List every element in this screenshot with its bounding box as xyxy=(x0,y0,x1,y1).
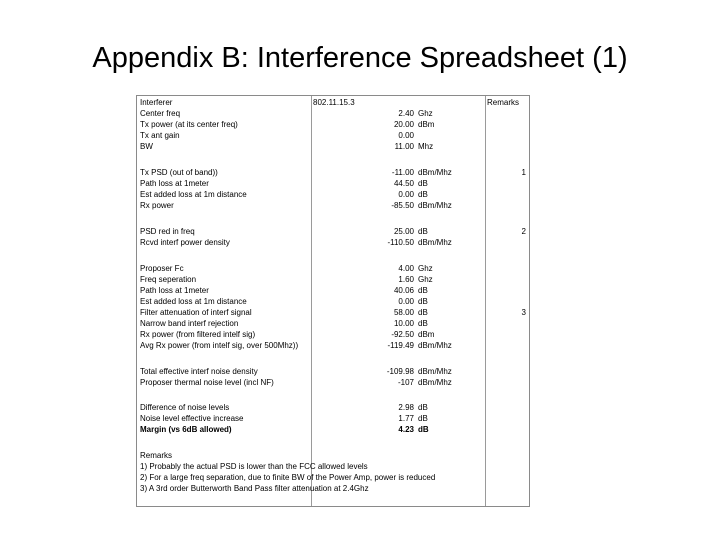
row-value: 0.00 xyxy=(398,131,414,140)
row-unit: Ghz xyxy=(418,109,433,118)
remarks-title-row xyxy=(137,450,529,461)
row-value: 44.50 xyxy=(393,179,414,188)
remark-row xyxy=(137,472,529,483)
row-value: 0.00 xyxy=(398,190,414,199)
table-row xyxy=(137,141,529,152)
row-value: -107 xyxy=(397,378,414,387)
table-row xyxy=(137,307,529,318)
row-label: Narrow band interf rejection xyxy=(140,319,239,328)
header-remarks: Remarks xyxy=(487,98,520,107)
row-value: 4.23 xyxy=(398,425,414,434)
row-value: -92.50 xyxy=(391,330,414,339)
row-label: Rcvd interf power density xyxy=(140,238,230,247)
row-unit: dBm/Mhz xyxy=(418,341,452,350)
row-label: BW xyxy=(140,142,153,151)
row-unit: dBm/Mhz xyxy=(418,201,452,210)
row-value: -119.49 xyxy=(387,341,414,350)
row-value: 0.00 xyxy=(398,297,414,306)
table-row xyxy=(137,189,529,200)
table-row xyxy=(137,167,529,178)
header-row xyxy=(137,97,529,108)
table-row xyxy=(137,402,529,413)
row-unit: dB xyxy=(418,179,428,188)
table-row xyxy=(137,329,529,340)
interference-spreadsheet xyxy=(136,95,530,507)
row-label: Path loss at 1meter xyxy=(140,286,209,295)
row-label: Center freq xyxy=(140,109,181,118)
row-value: 2.40 xyxy=(398,109,414,118)
row-value: 2.98 xyxy=(398,403,414,412)
row-unit: dB xyxy=(418,414,428,423)
row-unit: dB xyxy=(418,190,428,199)
row-value: 20.00 xyxy=(393,120,414,129)
row-label: Difference of noise levels xyxy=(140,403,230,412)
row-label: Proposer thermal noise level (incl NF) xyxy=(140,378,274,387)
row-value: -85.50 xyxy=(391,201,414,210)
row-label: PSD red in freq xyxy=(140,227,195,236)
table-row xyxy=(137,130,529,141)
row-label: Margin (vs 6dB allowed) xyxy=(140,425,232,434)
row-unit: dB xyxy=(418,297,428,306)
row-value: 11.00 xyxy=(394,142,414,151)
row-label: Noise level effective increase xyxy=(140,414,244,423)
table-row xyxy=(137,274,529,285)
row-value: 40.06 xyxy=(393,286,414,295)
table-row xyxy=(137,108,529,119)
row-label: Avg Rx power (from intelf sig, over 500Mhz)) xyxy=(140,341,299,350)
row-unit: dB xyxy=(418,227,428,236)
row-value: 4.00 xyxy=(398,264,414,273)
row-unit: Ghz xyxy=(418,264,433,273)
row-label: Rx power (from filtered intelf sig) xyxy=(140,330,256,339)
row-unit: dB xyxy=(418,403,428,412)
row-unit: Mhz xyxy=(418,142,434,151)
row-note: 1 xyxy=(521,168,526,177)
table-row xyxy=(137,200,529,211)
row-label: Filter attenuation of interf signal xyxy=(140,308,252,317)
remark-text: 2) For a large freq separation, due to finite BW of the Power Amp, power is reduced xyxy=(140,473,436,482)
slide-title: Appendix B: Interference Spreadsheet (1) xyxy=(92,42,628,74)
remark-text: 3) A 3rd order Butterworth Band Pass filter attenuation at 2.4Ghz xyxy=(140,484,369,493)
row-value: 1.60 xyxy=(398,275,414,284)
row-unit: dBm/Mhz xyxy=(418,238,452,247)
table-row xyxy=(137,119,529,130)
row-label: Tx ant gain xyxy=(140,131,180,140)
row-label: Path loss at 1meter xyxy=(140,179,209,188)
row-value: 1.77 xyxy=(398,414,414,423)
row-label: Tx power (at its center freq) xyxy=(140,120,238,129)
row-value: -11.00 xyxy=(391,168,414,177)
table-row xyxy=(137,377,529,388)
row-value: 25.00 xyxy=(393,227,414,236)
row-unit: dB xyxy=(418,425,429,434)
row-value: -110.50 xyxy=(387,238,414,247)
table-row xyxy=(137,285,529,296)
margin-row xyxy=(137,424,529,435)
remark-row xyxy=(137,461,529,472)
row-unit: dB xyxy=(418,319,428,328)
remark-row xyxy=(137,483,529,494)
row-label: Est added loss at 1m distance xyxy=(140,297,247,306)
table-row xyxy=(137,178,529,189)
table-row xyxy=(137,226,529,237)
remarks-title: Remarks xyxy=(140,451,173,460)
row-note: 2 xyxy=(521,227,526,236)
row-label: Tx PSD (out of band)) xyxy=(140,168,218,177)
table-row xyxy=(137,366,529,377)
row-label: Est added loss at 1m distance xyxy=(140,190,247,199)
row-unit: dBm xyxy=(418,120,435,129)
row-value: -109.98 xyxy=(386,367,414,376)
row-label: Rx power xyxy=(140,201,174,210)
remark-text: 1) Probably the actual PSD is lower than the FCC allowed levels xyxy=(140,462,368,471)
table-row xyxy=(137,263,529,274)
header-label: Interferer xyxy=(140,98,173,107)
row-value: 10.00 xyxy=(393,319,414,328)
row-unit: dBm/Mhz xyxy=(418,367,452,376)
table-row xyxy=(137,237,529,248)
table-row xyxy=(137,340,529,351)
row-unit: dBm/Mhz xyxy=(418,168,452,177)
header-value: 802.11.15.3 xyxy=(313,98,355,107)
row-unit: dBm xyxy=(418,330,435,339)
row-label: Total effective interf noise density xyxy=(140,367,258,376)
row-label: Proposer Fc xyxy=(140,264,184,273)
row-label: Freq seperation xyxy=(140,275,197,284)
row-value: 58.00 xyxy=(393,308,414,317)
row-unit: dB xyxy=(418,286,428,295)
row-note: 3 xyxy=(521,308,526,317)
table-row xyxy=(137,413,529,424)
row-unit: Ghz xyxy=(418,275,433,284)
table-row xyxy=(137,296,529,307)
table-row xyxy=(137,318,529,329)
row-unit: dB xyxy=(418,308,428,317)
row-unit: dBm/Mhz xyxy=(418,378,452,387)
